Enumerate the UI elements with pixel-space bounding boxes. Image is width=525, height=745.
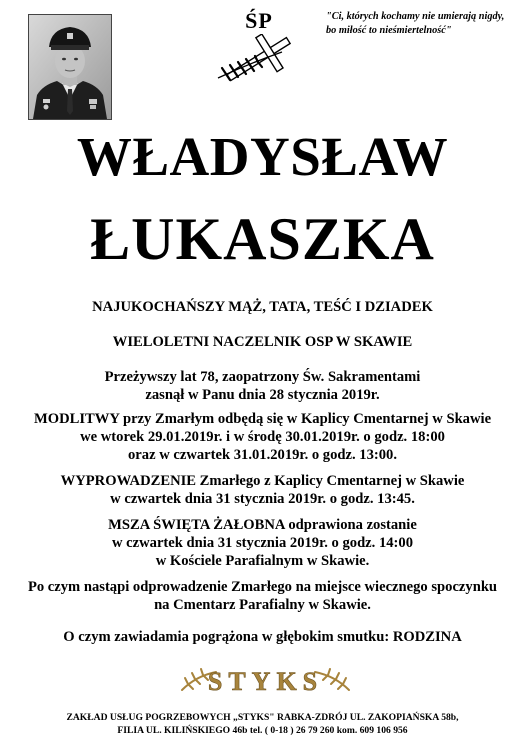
deceased-last-name: ŁUKASZKA [90, 206, 435, 272]
sp-symbol: ŚP [245, 8, 273, 33]
footer-line: FILIA UL. KILIŃSKIEGO 46b tel. ( 0-18 ) 26 79 260 kom. 609 106 956 [117, 725, 408, 736]
prayers-line: MODLITWY przy Zmarłym odbędą się w Kaplicy Cmentarnej w Skawie [33, 411, 492, 427]
cross-with-palm-branches-icon [212, 34, 304, 86]
burial-line: na Cmentarz Parafialny w Skawie. [154, 597, 371, 613]
styks-logo-text: STYKS [207, 667, 324, 696]
mass-line: w czwartek dnia 31 stycznia 2019r. o godz. 14:00 [111, 535, 414, 551]
prayers-line: oraz w czwartek 31.01.2019r. o godz. 13:00. [128, 447, 397, 463]
position-title: WIELOLETNI NACZELNIK OSP W SKAWIE [112, 334, 413, 350]
departure-line: w czwartek dnia 31 stycznia 2019r. o godz. 13:45. [110, 491, 415, 507]
deceased-first-name: WŁADYSŁAW [76, 126, 449, 187]
deceased-portrait [28, 14, 112, 120]
family-roles: NAJUKOCHAŃSZY MĄŻ, TATA, TEŚĆ I DZIADEK [92, 299, 433, 315]
prayers-line: we wtorek 29.01.2019r. i w środę 30.01.2019r. o godz. 18:00 [80, 429, 445, 445]
styks-logo [178, 664, 353, 698]
quote-line: bo miłość to nieśmiertelność" [326, 25, 452, 36]
mass-line: w Kościele Parafialnym w Skawie. [155, 553, 370, 569]
footer-line: ZAKŁAD USŁUG POGRZEBOWYCH „STYKS" RABKA-ZDRÓJ UL. ZAKOPIAŃSKA 58b, [66, 712, 459, 723]
lived-line: Przeżywszy lat 78, zaopatrzony Św. Sakramentami [104, 369, 421, 385]
burial-line: Po czym nastąpi odprowadzenie Zmarłego na miejsce wiecznego spoczynku [27, 579, 498, 595]
departure-line: WYPROWADZENIE Zmarłego z Kaplicy Cmentarnej w Skawie [60, 473, 465, 489]
memorial-quote [326, 10, 516, 38]
quote-line: "Ci, których kochamy nie umierają nigdy, [326, 11, 505, 22]
family-notice: O czym zawiadamia pogrążona w głębokim smutku: RODZINA [63, 629, 462, 645]
lived-line: zasnął w Panu dnia 28 stycznia 2019r. [145, 387, 380, 403]
mass-line: MSZA ŚWIĘTA ŻAŁOBNA odprawiona zostanie [108, 517, 417, 533]
